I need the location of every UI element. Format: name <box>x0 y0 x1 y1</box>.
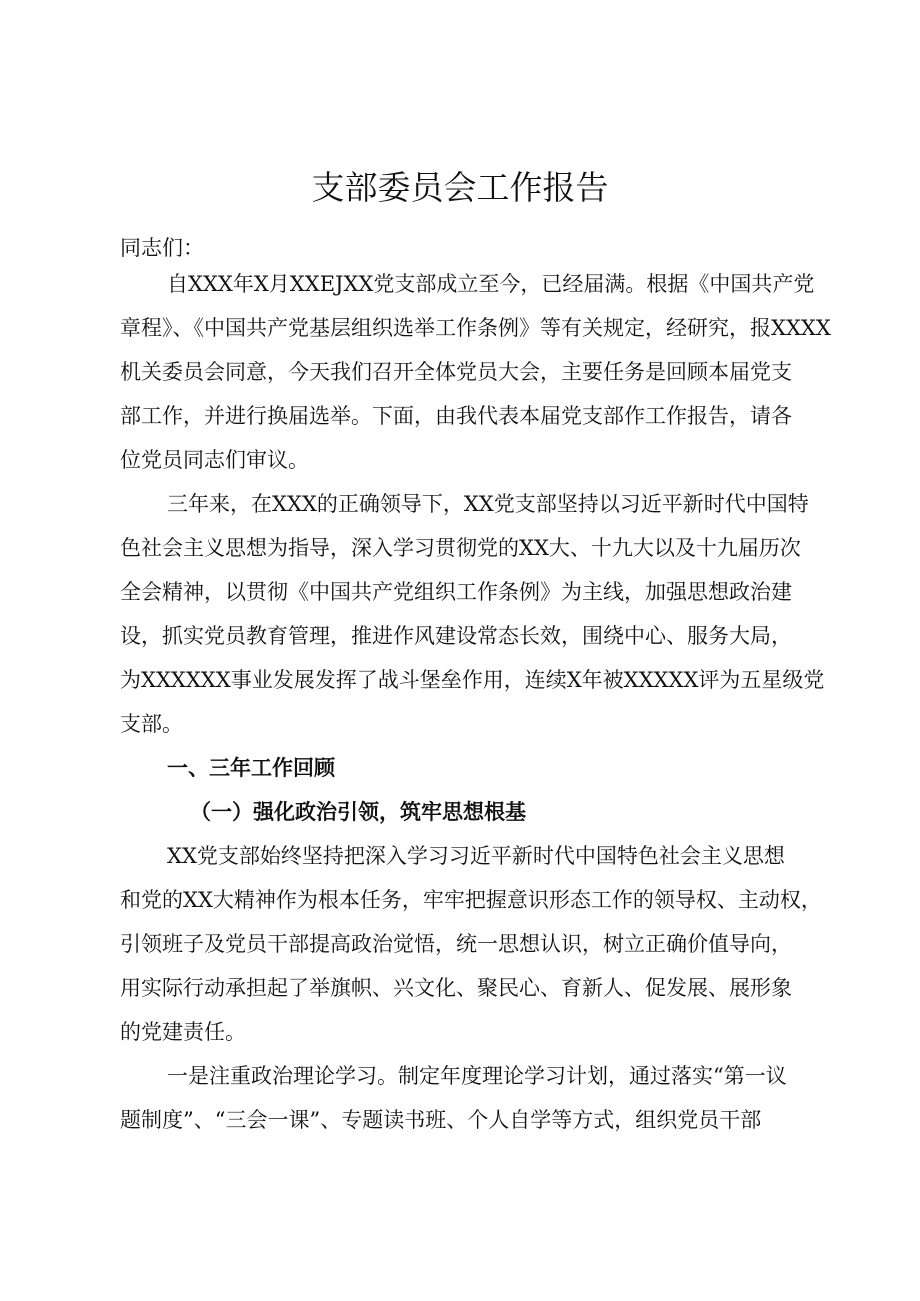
paragraph-2-line: 全会精神，以贯彻《中国共产党组织工作条例》为主线，加强思想政治建 <box>120 580 792 604</box>
paragraph-3-line: 和党的XX大精神作为根本任务，牢牢把握意识形态工作的领导权、主动权， <box>120 888 822 912</box>
paragraph-1-line: 自XXX年X月XXEJXX党支部成立至今，已经届满。根据《中国共产党 <box>167 272 815 296</box>
paragraph-3-line: 引领班子及党员干部提高政治觉悟，统一思想认识，树立正确价值导向， <box>120 932 792 956</box>
paragraph-1-line: 位党员同志们审议。 <box>120 448 309 472</box>
paragraph-2-line: 支部。 <box>120 712 183 736</box>
subsection-heading: （一）强化政治引领，筑牢思想根基 <box>190 799 526 824</box>
paragraph-2-line: 色社会主义思想为指导，深入学习贯彻党的XX大、十九大以及十九届历次 <box>120 536 801 560</box>
paragraph-1-line: 章程》、《中国共产党基层组织选举工作条例》等有关规定，经研究，报XXXX <box>120 316 831 340</box>
paragraph-2-line: 三年来，在XXX的正确领导下，XX党支部坚持以习近平新时代中国特 <box>167 492 809 516</box>
paragraph-3-line: 用实际行动承担起了举旗帜、兴文化、聚民心、育新人、促发展、展形象 <box>120 976 792 1000</box>
paragraph-1-line: 机关委员会同意，今天我们召开全体党员大会，主要任务是回顾本届党支 <box>120 360 792 384</box>
paragraph-2-line: 为XXXXXX事业发展发挥了战斗堡垒作用，连续X年被XXXXX评为五星级党 <box>120 668 825 692</box>
paragraph-3-line: 的党建责任。 <box>120 1020 246 1044</box>
salutation: 同志们： <box>120 236 204 260</box>
paragraph-4-line: 一是注重政治理论学习。制定年度理论学习计划，通过落实“第一议 <box>167 1064 787 1088</box>
paragraph-4-line: 题制度”、“三会一课”、专题读书班、个人自学等方式，组织党员干部 <box>120 1108 762 1132</box>
document-title: 支部委员会工作报告 <box>311 168 609 207</box>
section-heading: 一、三年工作回顾 <box>167 755 335 780</box>
paragraph-3-line: XX党支部始终坚持把深入学习习近平新时代中国特色社会主义思想 <box>167 844 785 868</box>
paragraph-2-line: 设，抓实党员教育管理，推进作风建设常态长效，围绕中心、服务大局， <box>120 624 792 648</box>
paragraph-1-line: 部工作，并进行换届选举。下面，由我代表本届党支部作工作报告，请各 <box>120 404 792 428</box>
